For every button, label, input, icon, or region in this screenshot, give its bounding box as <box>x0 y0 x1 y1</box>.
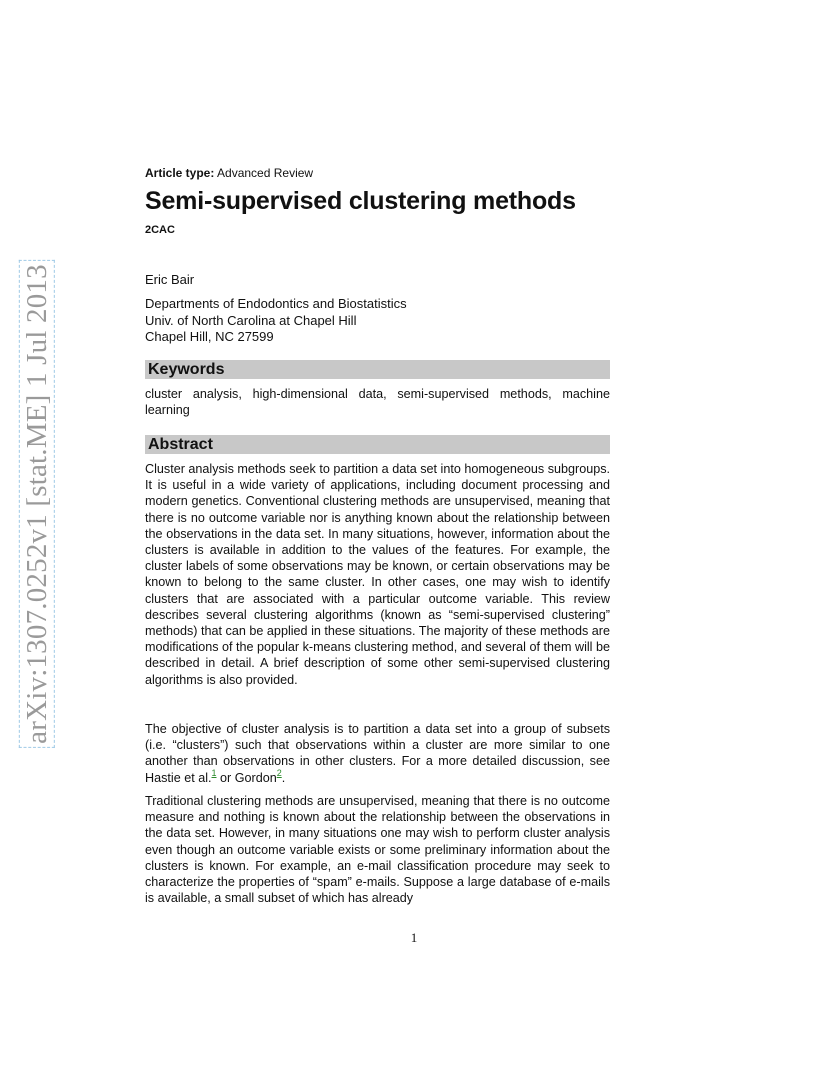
paragraph-text: The objective of cluster analysis is to partition a data set into a group of subsets (i.e. “clusters”) such that observations within a cluster are more similar to one another than observations in other clusters. For a more detailed discussion, see Hastie et al. <box>145 722 610 785</box>
article-type-label: Article type: <box>145 166 215 180</box>
keywords-heading: Keywords <box>145 360 610 379</box>
author-name: Eric Bair <box>145 272 195 287</box>
body-paragraph-2: Traditional clustering methods are unsupervised, meaning that there is no outcome measure and nothing is known about the relationship between the observations in the data set. However, in many situations one may wish to perform cluster analysis even though an outcome variable exists or some preliminary information about the clusters is known. For example, an e-mail classification procedure may seek to characterize the properties of “spam” e-mails. Suppose a large database of e-mails is available, a small subset of which has already <box>145 794 610 906</box>
paragraph-text: . <box>281 770 286 785</box>
citation-link-2[interactable]: 2 <box>276 767 282 778</box>
paper-title: Semi-supervised clustering methods <box>145 187 576 215</box>
author-affiliation <box>145 296 610 346</box>
affiliation-line: Departments of Endodontics and Biostatistics <box>145 296 407 311</box>
keywords-text: cluster analysis, high-dimensional data, semi-supervised methods, machine learning <box>145 387 610 418</box>
body-paragraph-1 <box>145 721 610 786</box>
citation-link-1[interactable]: 1 <box>211 767 217 778</box>
affiliation-line: Chapel Hill, NC 27599 <box>145 329 274 344</box>
paragraph-text: or Gordon <box>216 770 277 785</box>
article-type <box>145 166 610 180</box>
paper-code: 2CAC <box>145 224 175 236</box>
page-number: 1 <box>410 930 418 945</box>
affiliation-line: Univ. of North Carolina at Chapel Hill <box>145 312 357 328</box>
arxiv-sidebar <box>17 264 57 744</box>
article-type-value: Advanced Review <box>217 166 314 180</box>
abstract-text: Cluster analysis methods seek to partition a data set into homogeneous subgroups. It is useful in a wide variety of applications, including document processing and modern genetics. Conventional clustering methods are unsupervised, meaning that there is no outcome variable nor is anything known about the relationship between the observations in the data set. In many situations, however, information about the clusters is available in addition to the values of the features. For example, the cluster labels of some observations may be known, or certain observations may be known to belong to the same cluster. In other cases, one may wish to identify clusters that are associated with a particular outcome variable. This review describes several clustering algorithms (known as “semi-supervised clustering” methods) that can be applied in these situations. The majority of these methods are modifications of the popular k-means clustering method, and several of them will be described in detail. A brief description of some other semi-supervised clustering algorithms is also provided. <box>145 462 610 687</box>
abstract-heading: Abstract <box>145 435 610 454</box>
arxiv-identifier[interactable]: arXiv:1307.0252v1 [stat.ME] 1 Jul 2013 <box>19 260 55 748</box>
